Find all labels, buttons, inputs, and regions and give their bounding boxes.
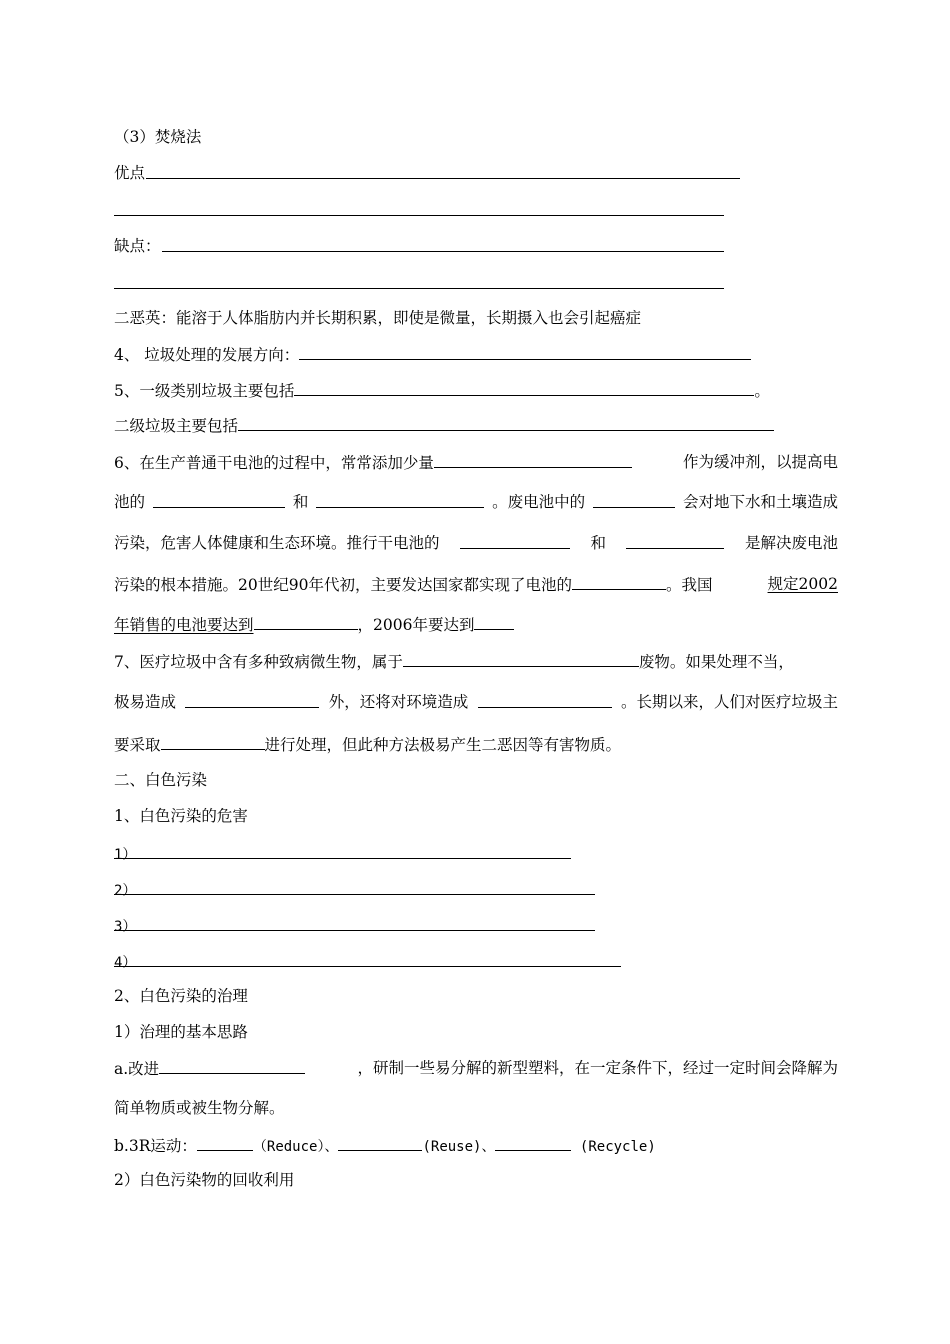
harm-item-1-blank[interactable] [135,842,571,859]
q6-blank-2006-target[interactable] [474,613,514,630]
q6-text-4: 和 [292,493,309,511]
q6-text-1: 6、在生产普通干电池的过程中，常常添加少量 [114,454,434,472]
harm-item-2-underline [114,894,590,895]
reduce-label: （Reduce）、 [252,1139,339,1155]
q7-line-1 [114,650,838,673]
q6-blank-measure-2[interactable] [626,532,724,549]
q7-text-6: 要采取 [114,736,161,754]
q5-second-label: 二级垃圾主要包括 [114,417,239,435]
recycle-label: (Recycle) [571,1139,656,1155]
q7-text-1: 7、医疗垃圾中含有多种致病微生物，属于 [114,653,403,671]
q4-label: 4、 垃圾处理的发展方向： [114,346,300,364]
harm-item-4-underline [114,966,616,967]
q6-text-2: 作为缓冲剂，以提高电 [682,453,838,471]
q6-text-7: 污染，危害人体健康和生态环境。推行干电池的 [114,534,440,552]
cons-label: 缺点： [114,237,161,255]
idea-a-line-2: 简单物质或被生物分解。 [114,1099,285,1117]
q7-text-7: 进行处理，但此种方法极易产生二恶因等有害物质。 [264,736,622,754]
q6-blank-battery-goal[interactable] [572,573,666,590]
section2-title: 二、白色污染 [114,771,208,789]
q7-line-3 [114,733,621,756]
harm-item-3 [114,914,595,938]
harm-item-2 [114,878,595,902]
q6-blank-2002-target[interactable] [254,613,358,630]
q5-blank-first-class[interactable] [294,379,754,396]
idea-b-line [114,1134,656,1158]
harm-item-4 [114,950,621,974]
q7-line-2 [114,691,838,713]
harm-item-2-label: 2） [114,883,137,899]
harm-title: 1、白色污染的危害 [114,807,248,825]
idea-title: 1）治理的基本思路 [114,1023,248,1041]
treat-title: 2、白色污染的治理 [114,987,248,1005]
q6-text-12: 规定2002 [767,575,838,593]
q7-blank-method[interactable] [161,733,265,750]
recycle-title: 2）白色污染物的回收利用 [114,1171,295,1189]
harm-item-3-label: 3） [114,919,137,935]
harm-item-4-label: 4） [114,955,137,971]
dioxin-note: 二恶英：能溶于人体脂肪内并长期积累，即使是微量，长期摄入也会引起癌症 [114,309,642,327]
q7-blank-consequence[interactable] [185,691,319,708]
q7-text-4: 外，还将对环境造成 [328,693,469,711]
q4-blank[interactable] [299,343,751,360]
q7-text-2: 废物。如果处理不当， [638,653,794,671]
q6-text-9: 是解决废电池 [744,534,838,552]
q6-text-14: ，2006年要达到 [357,616,475,634]
cons-blank-line-2[interactable] [114,288,724,289]
harm-item-3-blank[interactable] [135,914,595,931]
q6-text-3: 池的 [114,493,146,511]
q7-blank-environment-effect[interactable] [478,691,612,708]
q6-line-3 [114,532,838,554]
q6-text-6: 会对地下水和土壤造成 [682,493,838,511]
q6-line-2 [114,491,838,513]
q6-blank-measure-1[interactable] [460,532,570,549]
harm-item-4-blank[interactable] [135,950,621,967]
harm-item-2-blank[interactable] [135,878,595,895]
q7-text-3: 极易造成 [114,693,177,711]
harm-item-1-underline [114,858,566,859]
q6-text-10: 污染的根本措施。20世纪90年代初，主要发达国家都实现了电池的 [114,576,572,594]
q6-line-5 [114,613,514,636]
q5-line [114,379,770,402]
q7-text-5: 。长期以来，人们对医疗垃圾主 [620,693,838,711]
q6-line-4 [114,573,838,596]
cons-blank-line-1[interactable] [162,251,724,252]
harm-item-1-label: 1） [114,847,137,863]
pros-label: 优点 [114,164,146,182]
harm-item-1 [114,842,571,866]
q4-line [114,343,751,366]
q6-text-13: 年销售的电池要达到 [114,616,254,634]
harm-item-3-underline [114,930,590,931]
q6-blank-property-1[interactable] [153,491,285,508]
idea-a-text-2: ，研制一些易分解的新型塑料，在一定条件下，经过一定时间会降解为 [357,1059,838,1077]
reduce-blank[interactable] [197,1134,253,1151]
q7-blank-waste-type[interactable] [403,650,639,667]
idea-a-text-1: a.改进 [114,1060,160,1078]
q5-end: 。 [754,382,770,400]
q5-label: 5、一级类别垃圾主要包括 [114,382,295,400]
q5-second-line [114,414,774,437]
q6-blank-harmful-substance[interactable] [593,491,675,508]
pros-blank-line-2[interactable] [114,215,724,216]
q5-blank-second-class[interactable] [238,414,774,431]
q6-blank-buffer[interactable] [434,451,632,468]
idea-b-text: b.3R运动： [114,1137,197,1155]
q6-blank-property-2[interactable] [316,491,484,508]
q6-text-11: 。我国 [665,576,713,594]
recycle-blank[interactable] [495,1134,571,1151]
reuse-blank[interactable] [338,1134,422,1151]
idea-a-line-1 [114,1057,838,1080]
q6-line-1 [114,451,838,474]
reuse-label: (Reuse)、 [422,1139,496,1155]
incineration-heading: （3）焚烧法 [114,128,202,146]
q6-text-8: 和 [590,534,606,552]
q6-text-5: 。废电池中的 [492,493,586,511]
idea-a-blank[interactable] [159,1057,305,1074]
pros-blank-line-1[interactable] [146,178,740,179]
